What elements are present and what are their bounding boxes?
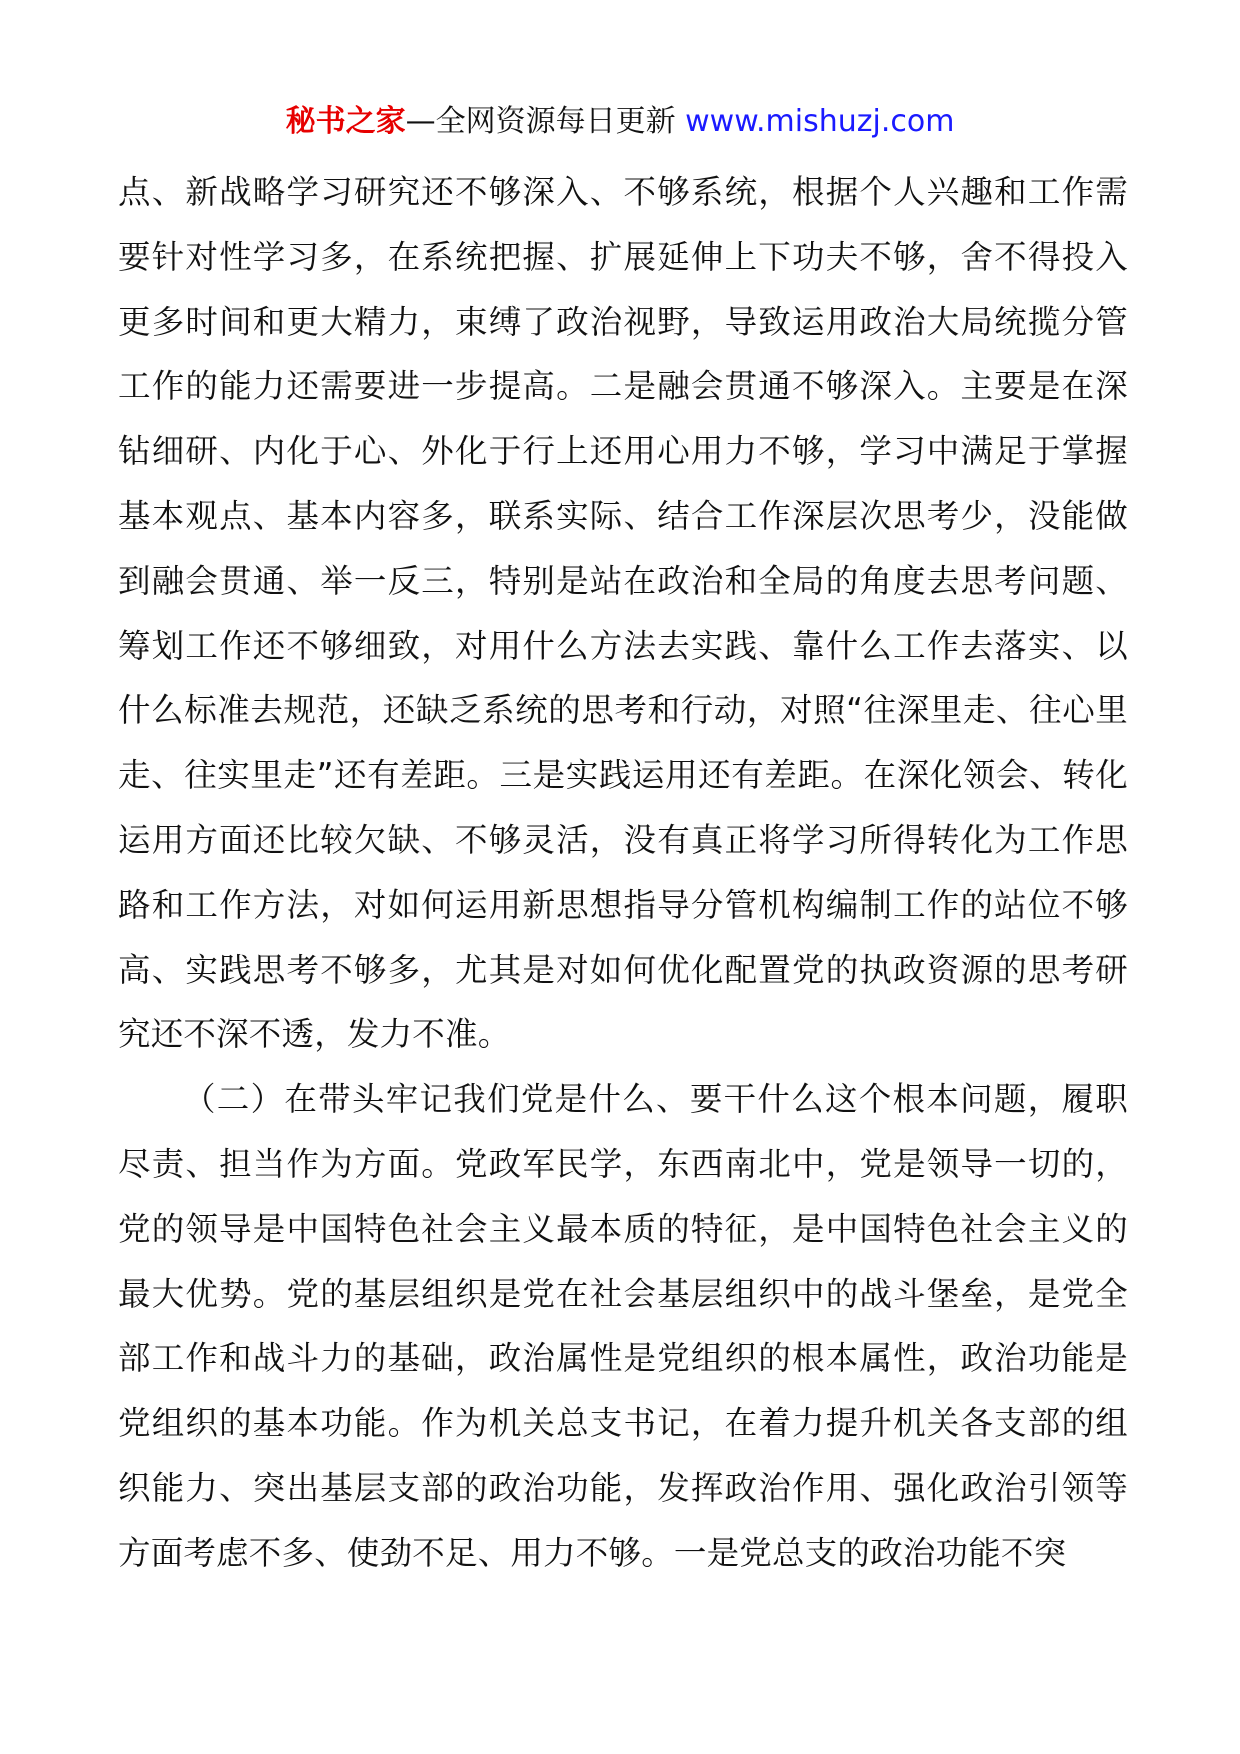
document-body bbox=[118, 160, 1128, 1586]
header-tagline: —全网资源每日更新 bbox=[405, 104, 686, 139]
body-paragraph-2: （二）在带头牢记我们党是什么、要干什么这个根本问题，履职尽责、担当作为方面。党政军民学，东西南北中，党是领导一切的，党的领导是中国特色社会主义最本质的特征，是中国特色社会主义的最大优势。党的基层组织是党在社会基层组织中的战斗堡垒，是党全部工作和战斗力的基础，政治属性是党组织的根本属性，政治功能是党组织的基本功能。作为机关总支书记，在着力提升机关各支部的组织能力、突出基层支部的政治功能，发挥政治作用、强化政治引领等方面考虑不多、使劲不足、用力不够。一是党总支的政治功能不突 bbox=[118, 1080, 1128, 1572]
site-header bbox=[0, 100, 1240, 144]
site-url-link[interactable]: www.mishuzj.com bbox=[685, 104, 955, 139]
brand-name: 秘书之家 bbox=[285, 104, 406, 139]
body-paragraph-1: 点、新战略学习研究还不够深入、不够系统，根据个人兴趣和工作需要针对性学习多，在系统把握、扩展延伸上下功夫不够，舍不得投入更多时间和更大精力，束缚了政治视野，导致运用政治大局统揽分管工作的能力还需要进一步提高。二是融会贯通不够深入。主要是在深钻细研、内化于心、外化于行上还用心用力不够，学习中满足于掌握基本观点、基本内容多，联系实际、结合工作深层次思考少，没能做到融会贯通、举一反三，特别是站在政治和全局的角度去思考问题、筹划工作还不够细致，对用什么方法去实践、靠什么工作去落实、以什么标准去规范，还缺乏系统的思考和行动，对照“往深里走、往心里走、往实里走”还有差距。三是实践运用还有差距。在深化领会、转化运用方面还比较欠缺、不够灵活，没有真正将学习所得转化为工作思路和工作方法，对如何运用新思想指导分管机构编制工作的站位不够高、实践思考不够多，尤其是对如何优化配置党的执政资源的思考研究还不深不透，发力不准。 bbox=[118, 173, 1128, 1054]
